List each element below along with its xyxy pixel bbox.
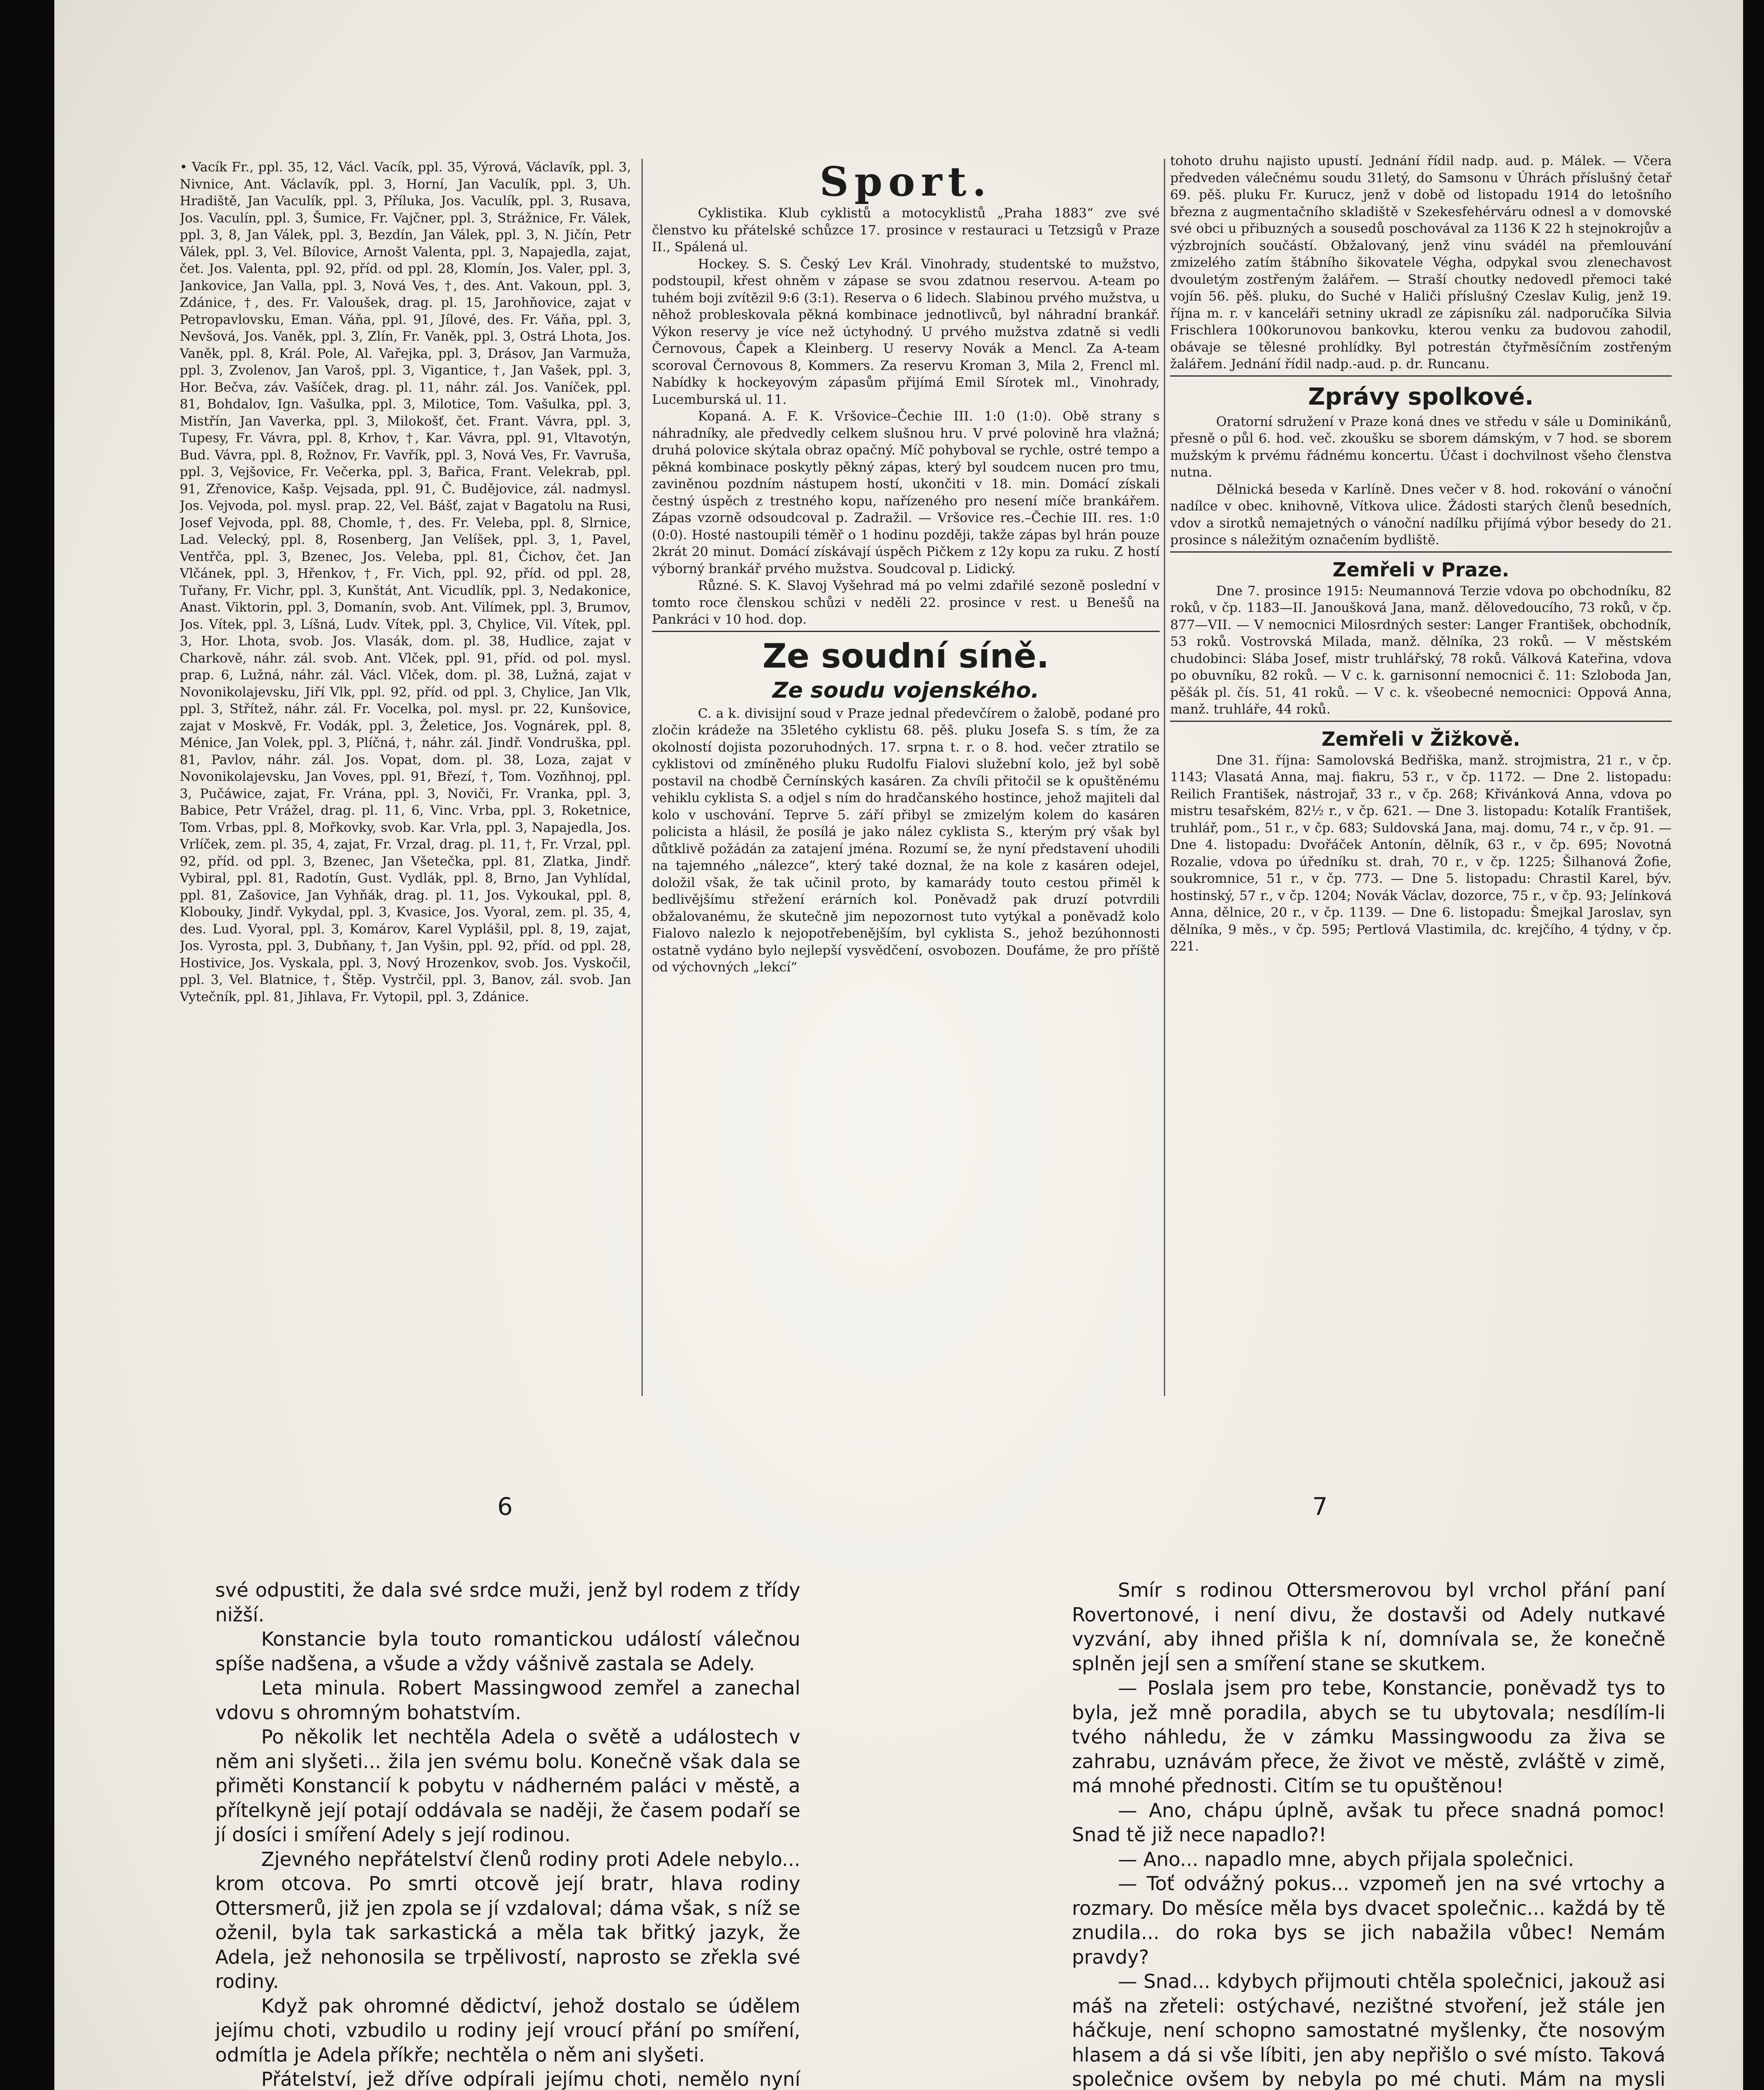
sport-paragraph: Různé. S. K. Slavoj Vyšehrad má po velmi zdařilé sezoně poslední v tomto roce členskou schůzi v neděli 22. prosince v rest. u Benešů na Pankráci v 10 hod. dop. <box>652 578 1160 627</box>
scan-left-border <box>0 0 54 2090</box>
casualty-list: • Vacík Fr., ppl. 35, 12, Václ. Vacík, ppl. 35, Výrová, Václavík, ppl. 3, Nivnice, Ant. Václavík, ppl. 3, Horní, Jan Vaculík, ppl. 3, Uh. Hradiště, Jan Vaculík, ppl. 3, Příluka, Jos. Vaculík, ppl. 3, Rusava, Jos. Vaculín, ppl. 3, Šumice, Fr. Vajčner, ppl. 3, Strážnice, Fr. Válek, ppl. 3, 8, Jan Válek, ppl. 3, Bezdín, Jan Válek, ppl. 3, N. Jičín, Petr Válek, ppl. 3, Vel. Bílovice, Arnošt Valenta, ppl. 3, Napajedla, zajat, čet. Jos. Valenta, ppl. 92, příd. od ppl. 28, Klomín, Jos. Valer, ppl. 3, Jankovice, Jan Valla, ppl. 3, Nová Ves, †, des. Ant. Vakoun, ppl. 3, Zdánice, †, des. Fr. Valoušek, drag. pl. 15, Jarohňovice, zajat v Petropavlovsku, Eman. Váňa, ppl. 91, Jílové, des. Fr. Váňa, ppl. 3, Nevšová, Jos. Vaněk, ppl. 3, Zlín, Fr. Vaněk, ppl. 3, Ostrá Lhota, Jos. Vaněk, ppl. 8, Král. Pole, Al. Vařejka, ppl. 3, Drásov, Jan Varmuža, ppl. 3, Zvolenov, Jan Varoš, ppl. 3, Vigantice, †, Jan Vašek, ppl. 3, Hor. Bečva, záv. Vašíček, drag. pl. 11, náhr. zál. Jos. Vaníček, ppl. 81, Bohdalov, Ign. Vašulka, ppl. 3, Milotice, Tom. Vašulka, ppl. 3, Mistřín, Jan Vaverka, ppl. 3, Milokošť, čet. Frant. Vávra, ppl. 3, Tupesy, Fr. Vávra, ppl. 8, Krhov, †, Kar. Vávra, ppl. 91, Vltavotýn, Bud. Vávra, ppl. 8, Rožnov, Fr. Vavřík, ppl. 3, Nová Ves, Fr. Vavruša, ppl. 3, Vejšovice, Fr. Večerka, ppl. 3, Bařica, Frant. Velekrab, ppl. 91, Zřenovice, Kašp. Vejsada, ppl. 91, Č. Budějovice, zál. nadmysl. Jos. Vejvoda, pol. mysl. prap. 22, Vel. Bášť, zajat v Bagatolu na Rusi, Josef Vejvoda, ppl. 88, Chomle, †, des. Fr. Veleba, ppl. 8, Slrnice, Lad. Velecký, ppl. 8, Rosenberg, Jan Velíšek, ppl. 3, 1, Pavel, Ventřča, ppl. 3, Bzenec, Jos. Veleba, ppl. 81, Čichov, čet. Jan Vlčánek, ppl. 3, Hřenkov, †, Fr. Vich, ppl. 92, příd. od ppl. 28, Tuřany, Fr. Vichr, ppl. 3, Kunštát, Ant. Vicudlík, ppl. 3, Nedakonice, Anast. Viktorin, ppl. 3, Domanín, svob. Ant. Vilímek, ppl. 3, Brumov, Jos. Vítek, ppl. 3, Líšná, Ludv. Vítek, ppl. 3, Chylice, Vil. Vítek, ppl. 3, Hor. Lhota, svob. Jos. Vlasák, dom. pl. 38, Hudlice, zajat v Charkově, náhr. zál. svob. Ant. Vlček, ppl. 91, příd. od pol. mysl. prap. 6, Lužná, náhr. zál. Václ. Vlček, dom. pl. 38, Lužná, zajat v Novonikolajevsku, Jiří Vlk, ppl. 92, příd. od ppl. 3, Chylice, Jan Vlk, ppl. 3, Střítež, náhr. zál. Fr. Vocelka, pol. mysl. pr. 22, Kunšovice, zajat v Moskvě, Fr. Vodák, ppl. 3, Želetice, Jos. Vognárek, ppl. 8, Ménice, Jan Volek, ppl. 3, Plíčná, †, náhr. zál. Jindř. Vondruška, ppl. 81, Pavlov, náhr. zál. Jos. Vopat, dom. pl. 38, Loza, zajat v Novonikolajevsku, Jan Voves, ppl. 91, Březí, †, Tom. Vozňhnoj, ppl. 3, Pučáwice, zajat, Fr. Vrána, ppl. 3, Noviči, Fr. Vranka, ppl. 3, Babice, Petr Vrážel, drag. pl. 11, 6, Vinc. Vrba, ppl. 3, Roketnice, Tom. Vrbas, ppl. 8, Mořkovky, svob. Kar. Vrla, ppl. 3, Napajedla, Jos. Vrlíček, zem. pl. 35, 4, zajat, Fr. Vrzal, drag. pl. 11, †, Fr. Vrzal, ppl. 92, příd. od ppl. 3, Bzenec, Jan Všetečka, ppl. 81, Zlatka, Jindř. Vybiral, ppl. 81, Radotín, Gust. Vydlák, ppl. 8, Brno, Jan Vyhlídal, ppl. 81, Zašovice, Jan Vyhňák, drag. pl. 11, Jos. Vykoukal, ppl. 8, Klobouky, Jindř. Vykydal, ppl. 3, Kvasice, Jos. Vyoral, zem. pl. 35, 4, des. Lud. Vyoral, ppl. 3, Komárov, Karel Vyplášil, ppl. 8, 19, zajat, Jos. Vyrosta, ppl. 3, Dubňany, †, Jan Vyšin, ppl. 92, příd. od ppl. 28, Hostivice, Jos. Vyskala, ppl. 3, Nový Hrozenkov, svob. Jos. Vyskočil, ppl. 3, Vel. Blatnice, †, Štěp. Vystrčil, ppl. 3, Banov, zál. svob. Jan Vytečník, ppl. 81, Jihlava, Fr. Vytopil, ppl. 3, Zdánice. <box>180 160 631 1004</box>
column-divider <box>1164 159 1165 1396</box>
novel-paragraph: Leta minula. Robert Massingwood zemřel a zanechal vdovu s ohromným bohatstvím. <box>215 1677 800 1724</box>
novel-paragraph: Smír s rodinou Ottersmerovou byl vrchol přání paní Rovertonové, i není divu, že dostavši od Adely nutkavé vyzvání, aby ihned přišla k ní, domnívala se, že konečně splněn jejÍ sen a smíření stane se skutkem. <box>1072 1579 1665 1675</box>
novel-paragraph: Přátelství, jež dříve odpírali jejímu choti, nemělo nyní <box>261 2068 800 2090</box>
novel-paragraph: Když pak ohromné dědictví, jehož dostalo se údělem jejímu choti, vzbudilo u rodiny její vroucí přání po smíření, odmítla je Adela příkře; nechtěla o něm ani slyšeti. <box>215 1994 800 2066</box>
left-column <box>180 159 631 1471</box>
right-column <box>1170 153 1672 1469</box>
page-number-right: 7 <box>1312 1492 1328 1521</box>
novel-paragraph: Po několik let nechtěla Adela o světě a událostech v něm ani slyšeti... žila jen svému bolu. Konečně však dala se přiměti Konstancií k pobytu v nádherném paláci v městě, a přítelkyně její potají oddávala se naději, že časem podaří se jí dosíci i smíření Adely s její rodinou. <box>215 1726 800 1846</box>
section-rule <box>1170 721 1672 722</box>
court-continuation: tohoto druhu najisto upustí. Jednání řídil nadp. aud. p. Málek. — Včera předveden válečnému soudu 31letý, do Samsonu v Úhrách příslušný četař 69. pěš. pluku Fr. Kurucz, jenž v době od listopadu 1914 do letošního března z augmentačního skladiště v Szekesfehérváru odnesl a v domovské své obci u přibuzných a sousedů poschovával za 1136 K 22 h stejnokrojův a výzbrojních součástí. Obžalovaný, jenž vinu svádél na přemlouvání zmizelého zatím štábního šikovatele Végha, odpykal svou zlenechavost dvouletým zostřeným žalářem. — Straší choutky nedovedl přemoci také vojín 56. pěš. pluku, do Suché v Haliči příslušný Czeslav Kulig, jenž 19. října m. r. v kanceláři setniny ukradl ze zápisníku zál. nadporučíka Silvia Frischlera 100korunovou bankovku, kterou venku za budovou zahodil, obávaje se tělesné prohlídky. Byl potrestán čtyřměsíčním zostřeným žalářem. Jednání řídil nadp.-aud. p. dr. Runcanu. <box>1170 153 1672 372</box>
sport-paragraph: Hockey. S. S. Český Lev Král. Vinohrady, studentské to mužstvo, podstoupil, křest ohněm v zápase se svou zdatnou reservou. A-team po tuhém boji zvítězil 9:6 (3:1). Reserva o 6 lidech. Slabinou prvého mužstva, u něhož probleskovala pěkná kombinace jednotlivců, byl náhradní brankář. Výkon reservy je více než úctyhodný. U prvého mužstva zdatně si vedli Černovous, Čapek a Kleinberg. U reservy Novák a Mencl. Za A-team scoroval Černovous 8, Kommers. Za reservu Kroman 3, Mila 2, Frencl ml. Nabídky k hockeyovým zápasům přijímá Emil Sírotek ml., Vinohrady, Lucemburská ul. 11. <box>652 256 1160 407</box>
section-rule <box>652 631 1160 632</box>
section-rule <box>1170 551 1672 553</box>
novel-page-left <box>215 1578 800 2090</box>
novel-page-right <box>1072 1578 1665 2090</box>
sport-heading: Sport. <box>820 159 992 205</box>
column-divider <box>641 159 643 1396</box>
novel-paragraph: — Poslala jsem pro tebe, Konstancie, poněvadž tys to byla, jež mně poradila, abych se tu ubytovala; nesdílím-li tvého náhledu, že v zámku Massingwoodu za živa se zahrabu, uznávám přece, že život ve městě, zvláště v zimě, má mnohé přednosti. Citím se tu opuštěnou! <box>1072 1677 1665 1797</box>
zemreli-zizkov-heading: Zemřeli v Žižkově. <box>1321 727 1520 750</box>
court-subheading: Ze soudu vojenského. <box>772 678 1039 703</box>
zemreli-praha-heading: Zemřeli v Praze. <box>1332 558 1509 581</box>
sport-paragraph: Kopaná. A. F. K. Vršovice–Čechie III. 1:0 (1:0). Obě strany s náhradníky, ale předvedly celkem slušnou hru. V prvé polovině hra vlažná; druhá polovice skýtala obraz opačný. Míč pohyboval se rychle, ostré tempo a pěkná kombinace poskytly pěkný zápas, který byl soudcem nucen pro tmu, zaviněnou pozdním nástupem hostí, ukončiti v 18. min. Domácí získali čestný úspěch z trestného kopu, nařízeného pro nesení míče brankářem. Zápas vzorně odsoudcoval p. Zadražil. — Vršovice res.–Čechie III. res. 1:0 (0:0). Hosté nastoupili téměř o 1 hodinu později, takže zápas byl hrán pouze 2krát 20 minut. Domácí získávají úspěch Pičkem z 12y kopu za ruku. Z hostí výborný brankář prvého mužstva. Soudcoval p. Lidický. <box>652 409 1160 576</box>
spolky-heading: Zprávy spolkové. <box>1308 383 1534 410</box>
sport-paragraph: Cyklistika. Klub cyklistů a motocyklistů „Praha 1883“ zve své členstvo ku přátelské schůzce 17. prosince v restauraci u Tetzsigů v Praze II., Spálená ul. <box>652 206 1160 255</box>
novel-paragraph: Zjevného nepřátelství členů rodiny proti Adele nebylo... krom otcova. Po smrti otcově její bratr, hlava rodiny Ottersmerů, již jen zpola se jí vzdaloval; dáma však, s níž se oženil, byla tak sarkastická a měla tak břitký jazyk, že Adela, jež nehonosila se trpělivostí, naprosto se zřekla své rodiny. <box>215 1848 800 1993</box>
court-heading: Ze soudní síně. <box>762 636 1049 675</box>
novel-paragraph: — Ano, chápu úplně, avšak tu přece snadná pomoc! Snad tě již nece napadlo?! <box>1072 1799 1665 1846</box>
novel-paragraph: — Snad... kdybych přijmouti chtěla společnici, jakouž asi máš na zřeteli: ostýchavé, nezištné stvoření, jež stále jen háčkuje, není schopno samostatné myšlenky, čte nosovým hlasem a dá si vše líbiti, jen aby nepřišlo o své místo. Taková společnice ovšem by nebyla po mé chuti. Mám na mysli <box>1072 1970 1665 2090</box>
spolky-paragraph: Oratorní sdružení v Praze koná dnes ve středu v sále u Dominikánů, přesně o půl 6. hod. več. zkoušku se sborem dámským, v 7 hod. se sborem mužským k prvému řádnému koncertu. Účast i dochvilnost všeho členstva nutna. <box>1170 414 1672 480</box>
zemreli-zizkov-text: Dne 31. října: Samolovská Bedřiška, manž. strojmistra, 21 r., v čp. 1143; Vlasatá Anna, maj. fiakru, 53 r., v čp. 1172. — Dne 2. listopadu: Reilich František, nástrojař, 33 r., v čp. 268; Křivánková Anna, vdova po mistru tesařském, 82½ r., v čp. 621. — Dne 3. listopadu: Kotalík František, truhlář, pom., 51 r., v čp. 683; Suldovská Jana, maj. domu, 74 r., v čp. 91. — Dne 4. listopadu: Dvořáček Antonín, dělník, 63 r., v čp. 695; Novotná Rozalie, vdova po úředníku st. drah, 70 r., v čp. 1225; Šilhanová Žofie, soukromnice, 51 r., v čp. 773. — Dne 5. listopadu: Chrastil Karel, býv. hostinský, 57 r., v čp. 1204; Novák Václav, dozorce, 75 r., v čp. 93; Jelínková Anna, dělnice, 20 r., v čp. 1139. — Dne 6. listopadu: Šmejkal Jaroslav, syn dělníka, 9 měs., v čp. 595; Pertlová Vlastimila, dc. krejčího, 4 týdny, v čp. 221. <box>1170 752 1672 954</box>
court-paragraph: C. a k. divisijní soud v Praze jednal předevčírem o žalobě, podané pro zločin krádeže na 35letého cyklistu 68. pěš. pluku Josefa S. s tím, že za okolností dojista pozoruhodných. 17. srpna t. r. o 8. hod. večer ztratilo se cyklistovi od zmíněného pluku Rudolfu Fialovi služební kolo, jež byl sobě postavil na chodbě Černínských kasáren. Za chvíli přitočil se k opuštěnému vehiklu cyklista S. a odjel s ním do hradčanského hostince, jehož majiteli dal kolo v uschování. Teprve 5. září přibyl se zmizelým kolem do kasáren policista a hlásil, že posílá je jako nález cyklista S., kterým prý však byl důtklivě požádán za zatajení jména. Rozumí se, že nyní představení uhodili na tajemného „nálezce“, který také doznal, že na kole z kasáren odejel, doložil však, že tak učinil proto, by kamarády touto cestou přiměl k bedlivějšímu střežení erárních kol. Poněvadž pak druzí potvrdili obžalovanému, že skutečně jim nepozornost tuto vytýkal a poněvadž kolo Fialovo nalezlo k nejopotřebenějším, byl cyklista S., jehož bezúhonnosti ostatně vydáno bylo nejlepší vysvědčení, osvobozen. Doufáme, že pro příště od výchovných „lekcí“ <box>652 706 1160 975</box>
zemreli-praha-text: Dne 7. prosince 1915: Neumannová Terzie vdova po obchodníku, 82 roků, v čp. 1183—II. Janoušková Jana, manž. dělovedoucího, 73 roků, v čp. 877—VII. — V nemocnici Milosrdných sester: Langer František, obchodník, 53 roků. Vostrovská Milada, manž. dělníka, 23 roků. — V městském chudobinci: Slába Josef, mistr truhlářský, 78 roků. Válková Kateřina, vdova po obuvníku, 82 roků. — V c. k. garnisonní nemocnici č. 11: Szloboda Jan, pěšák pl. čís. 51, 41 roků. — V c. k. všeobecné nemocnici: Oppová Anna, manž. truhláře, 44 roků. <box>1170 583 1672 717</box>
page-number-left: 6 <box>497 1492 513 1521</box>
novel-paragraph: své odpustiti, že dala své srdce muži, jenž byl rodem z třídy nižší. <box>215 1579 800 1626</box>
spolky-paragraph: Dělnická beseda v Karlíně. Dnes večer v 8. hod. rokování o vánoční nadílce v obec. knihovně, Vítkova ulice. Žádosti starých členů besedních, vdov a sirotků nemajetných o vánoční nadílku přijímá výbor besedy do 21. prosince s náležitým označením bydliště. <box>1170 482 1672 548</box>
novel-paragraph: — Toť odvážný pokus... vzpomeň jen na své vrtochy a rozmary. Do měsíce měla bys dvacet společnic... každá by tě znudila... do roka bys se jich nabažila vůbec! Nemám pravdy? <box>1072 1872 1665 1968</box>
novel-paragraph: Konstancie byla touto romantickou událostí válečnou spíše nadšena, a všude a vždy vášnivě zastala se Adely. <box>215 1628 800 1675</box>
novel-paragraph: — Ano... napadlo mne, abych přijala společnici. <box>1118 1848 1574 1871</box>
scan-right-border <box>1743 0 1764 2090</box>
middle-column <box>652 159 1160 1471</box>
section-rule <box>1170 375 1672 377</box>
